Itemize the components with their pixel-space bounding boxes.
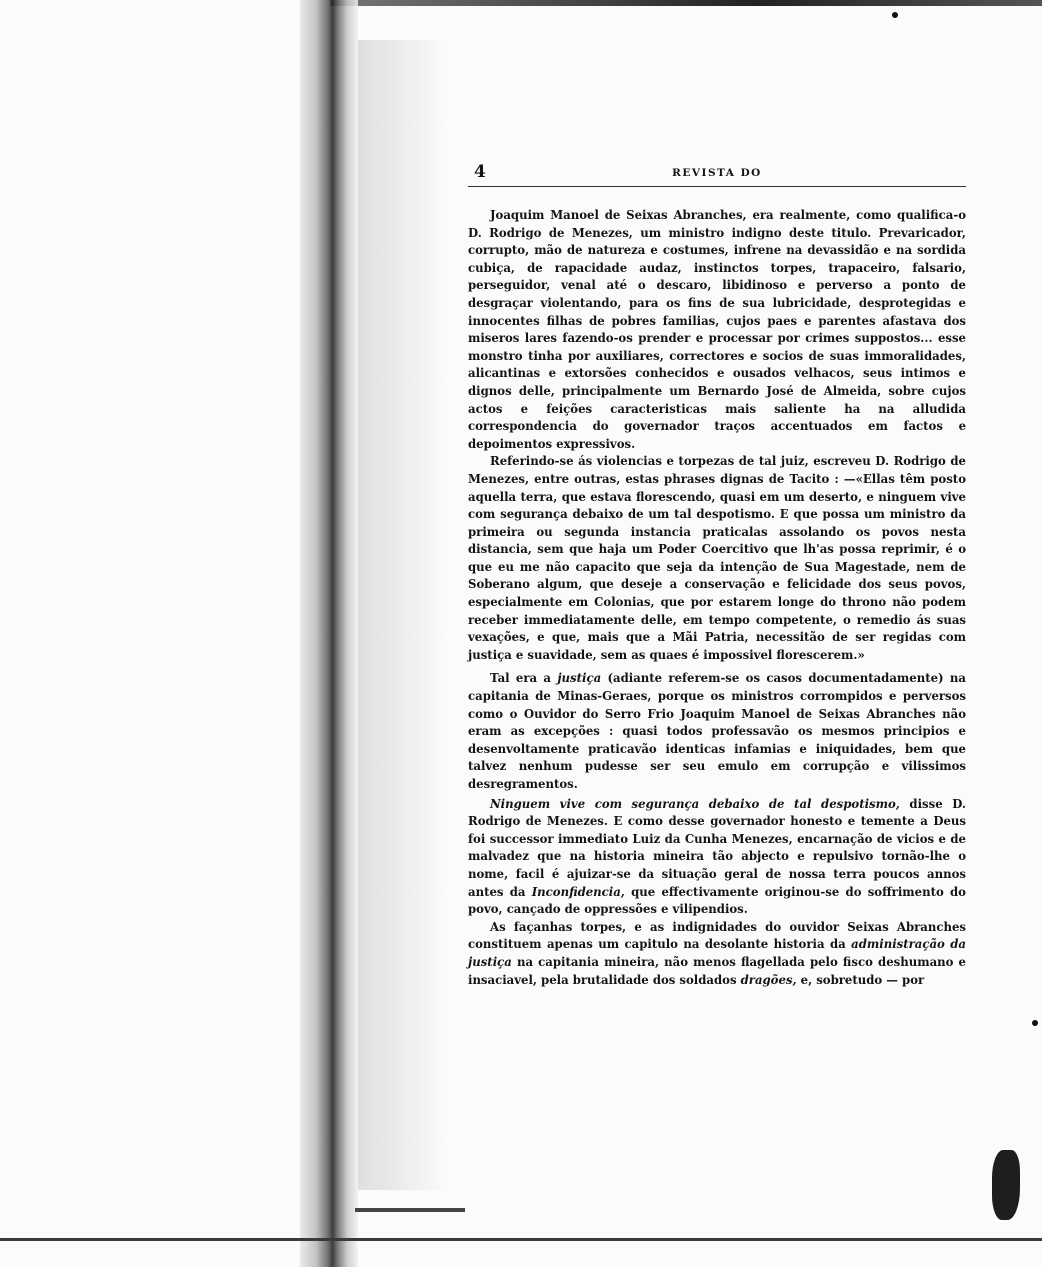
scan-bottom-edge [0, 1238, 1042, 1241]
paragraph-5-italic-2: dragões, [740, 972, 797, 987]
paragraph-4-italic-2: Inconfidencia, [531, 884, 625, 899]
page-content [468, 158, 966, 989]
binding-gutter-shadow [300, 0, 358, 1267]
scan-top-edge [330, 0, 1042, 6]
gutter-fade [358, 40, 448, 1190]
paragraph-4-text-b: disse D. Rodrigo de Menezes. E como desse governador honesto e temente a Deus foi successor immediato Luiz da Cunha Menezes, encarnação de vicios e de malvadez que na historia mineira tão abjecto e repulsivo tornão-lhe o nome, facil é ajuizar-se da situação geral de nossa terra poucos annos antes da [468, 796, 966, 899]
paragraph-5-text-b: na capitania mineira, não menos flagellada pelo fisco deshumano e insaciavel, pela brutalidade dos soldados [468, 954, 966, 987]
running-head [468, 158, 966, 187]
paragraph-3-text-b: (adiante referem-se os casos documentadamente) na capitania de Minas-Geraes, porque os ministros corrompidos e perversos como o Ouvidor do Serro Frio Joaquim Manoel de Seixas Abranches não eram as excepções : quasi todos professavão os mesmos principios e desenvoltamente praticavão identicas infamias e iniquidades, bem que talvez nenhum pudesse ser seu emulo em corrupção e vilissimos desregramentos. [468, 671, 966, 791]
paragraph-1: Joaquim Manoel de Seixas Abranches, era realmente, como qualifica-o D. Rodrigo de Menezes, um ministro indigno deste titulo. Prevaricador, corrupto, mão de natureza e costumes, infrene na devassidão e na sordida cubiça, de rapacidade audaz, instinctos torpes, trapaceiro, falsario, perseguidor, venal até o descaro, libidinoso e perverso a ponto de desgraçar violentando, para os fins de sua lubricidade, desprotegidas e innocentes filhas de pobres familias, cujos paes e parentes afastava dos miseros lares fazendo-os prender e processar por crimes suppostos... esse monstro tinha por auxiliares, correctores e socios de suas immoralidades, alicantinas e extorsões conhecidos e ousados velhacos, seus intimos e dignos delle, principalmente um Bernardo José de Almeida, sobre cujos actos e feições caracteristicas mais saliente ha na alludida correspondencia do governador traços accentuados em factos e depoimentos expressivos. [468, 208, 966, 451]
paragraph-5-text-c: e, sobretudo — por [796, 972, 925, 987]
paragraph-5-italic: administração da justiça [468, 937, 967, 969]
paragraph-3 [468, 670, 966, 793]
paragraph-2: Referindo-se ás violencias e torpezas de tal juiz, escreveu D. Rodrigo de Menezes, entre outras, estas phrases dignas de Tacito : —«Ellas têm posto aquella terra, que estava florescendo, quasi em um deserto, e ninguem vive com segurança debaixo de um tal despotismo. E que possa um ministro da primeira ou segunda instancia praticalas assolando os povos nesta distancia, sem que haja um Poder Coercitivo que lh'as possa reprimir, é o que eu me não capacito que seja da intenção de Sua Magestade, nem de Soberano algum, que deseje a conservação e felicidade dos seus povos, especialmente em Colonias, que por estarem longe do throno não podem receber immediatamente delle, em tempo competente, o remedio ás suas vexações, e que, mais que a Mãi Patria, necessitão de ser regidas com justiça e suavidade, sem as quaes é impossivel florescerem.» [468, 454, 966, 662]
paragraph-3-italic: justiça [557, 671, 602, 686]
speck [892, 12, 898, 18]
bottom-rule-mark [355, 1208, 465, 1212]
paragraph-5-text-a: As façanhas torpes, e as indignidades do ouvidor Seixas Abranches constituem apenas um capitulo na desolante historia da [468, 919, 966, 952]
speck [1032, 1020, 1038, 1026]
page-number: 4 [474, 162, 486, 182]
running-title: REVISTA DO [672, 167, 762, 179]
paragraph-3-text-a: Tal era a [490, 671, 558, 686]
paragraph-4 [468, 796, 966, 919]
paragraph-5 [468, 919, 966, 989]
paragraph-4-italic: Ninguem vive com segurança debaixo de tal despotismo, [490, 796, 900, 811]
edge-ink-blot [992, 1150, 1020, 1220]
body-text [468, 187, 966, 989]
paragraph-4-text-c: que effectivamente originou-se do soffrimento do povo, cançado de oppressões e vilipendios. [468, 884, 966, 917]
